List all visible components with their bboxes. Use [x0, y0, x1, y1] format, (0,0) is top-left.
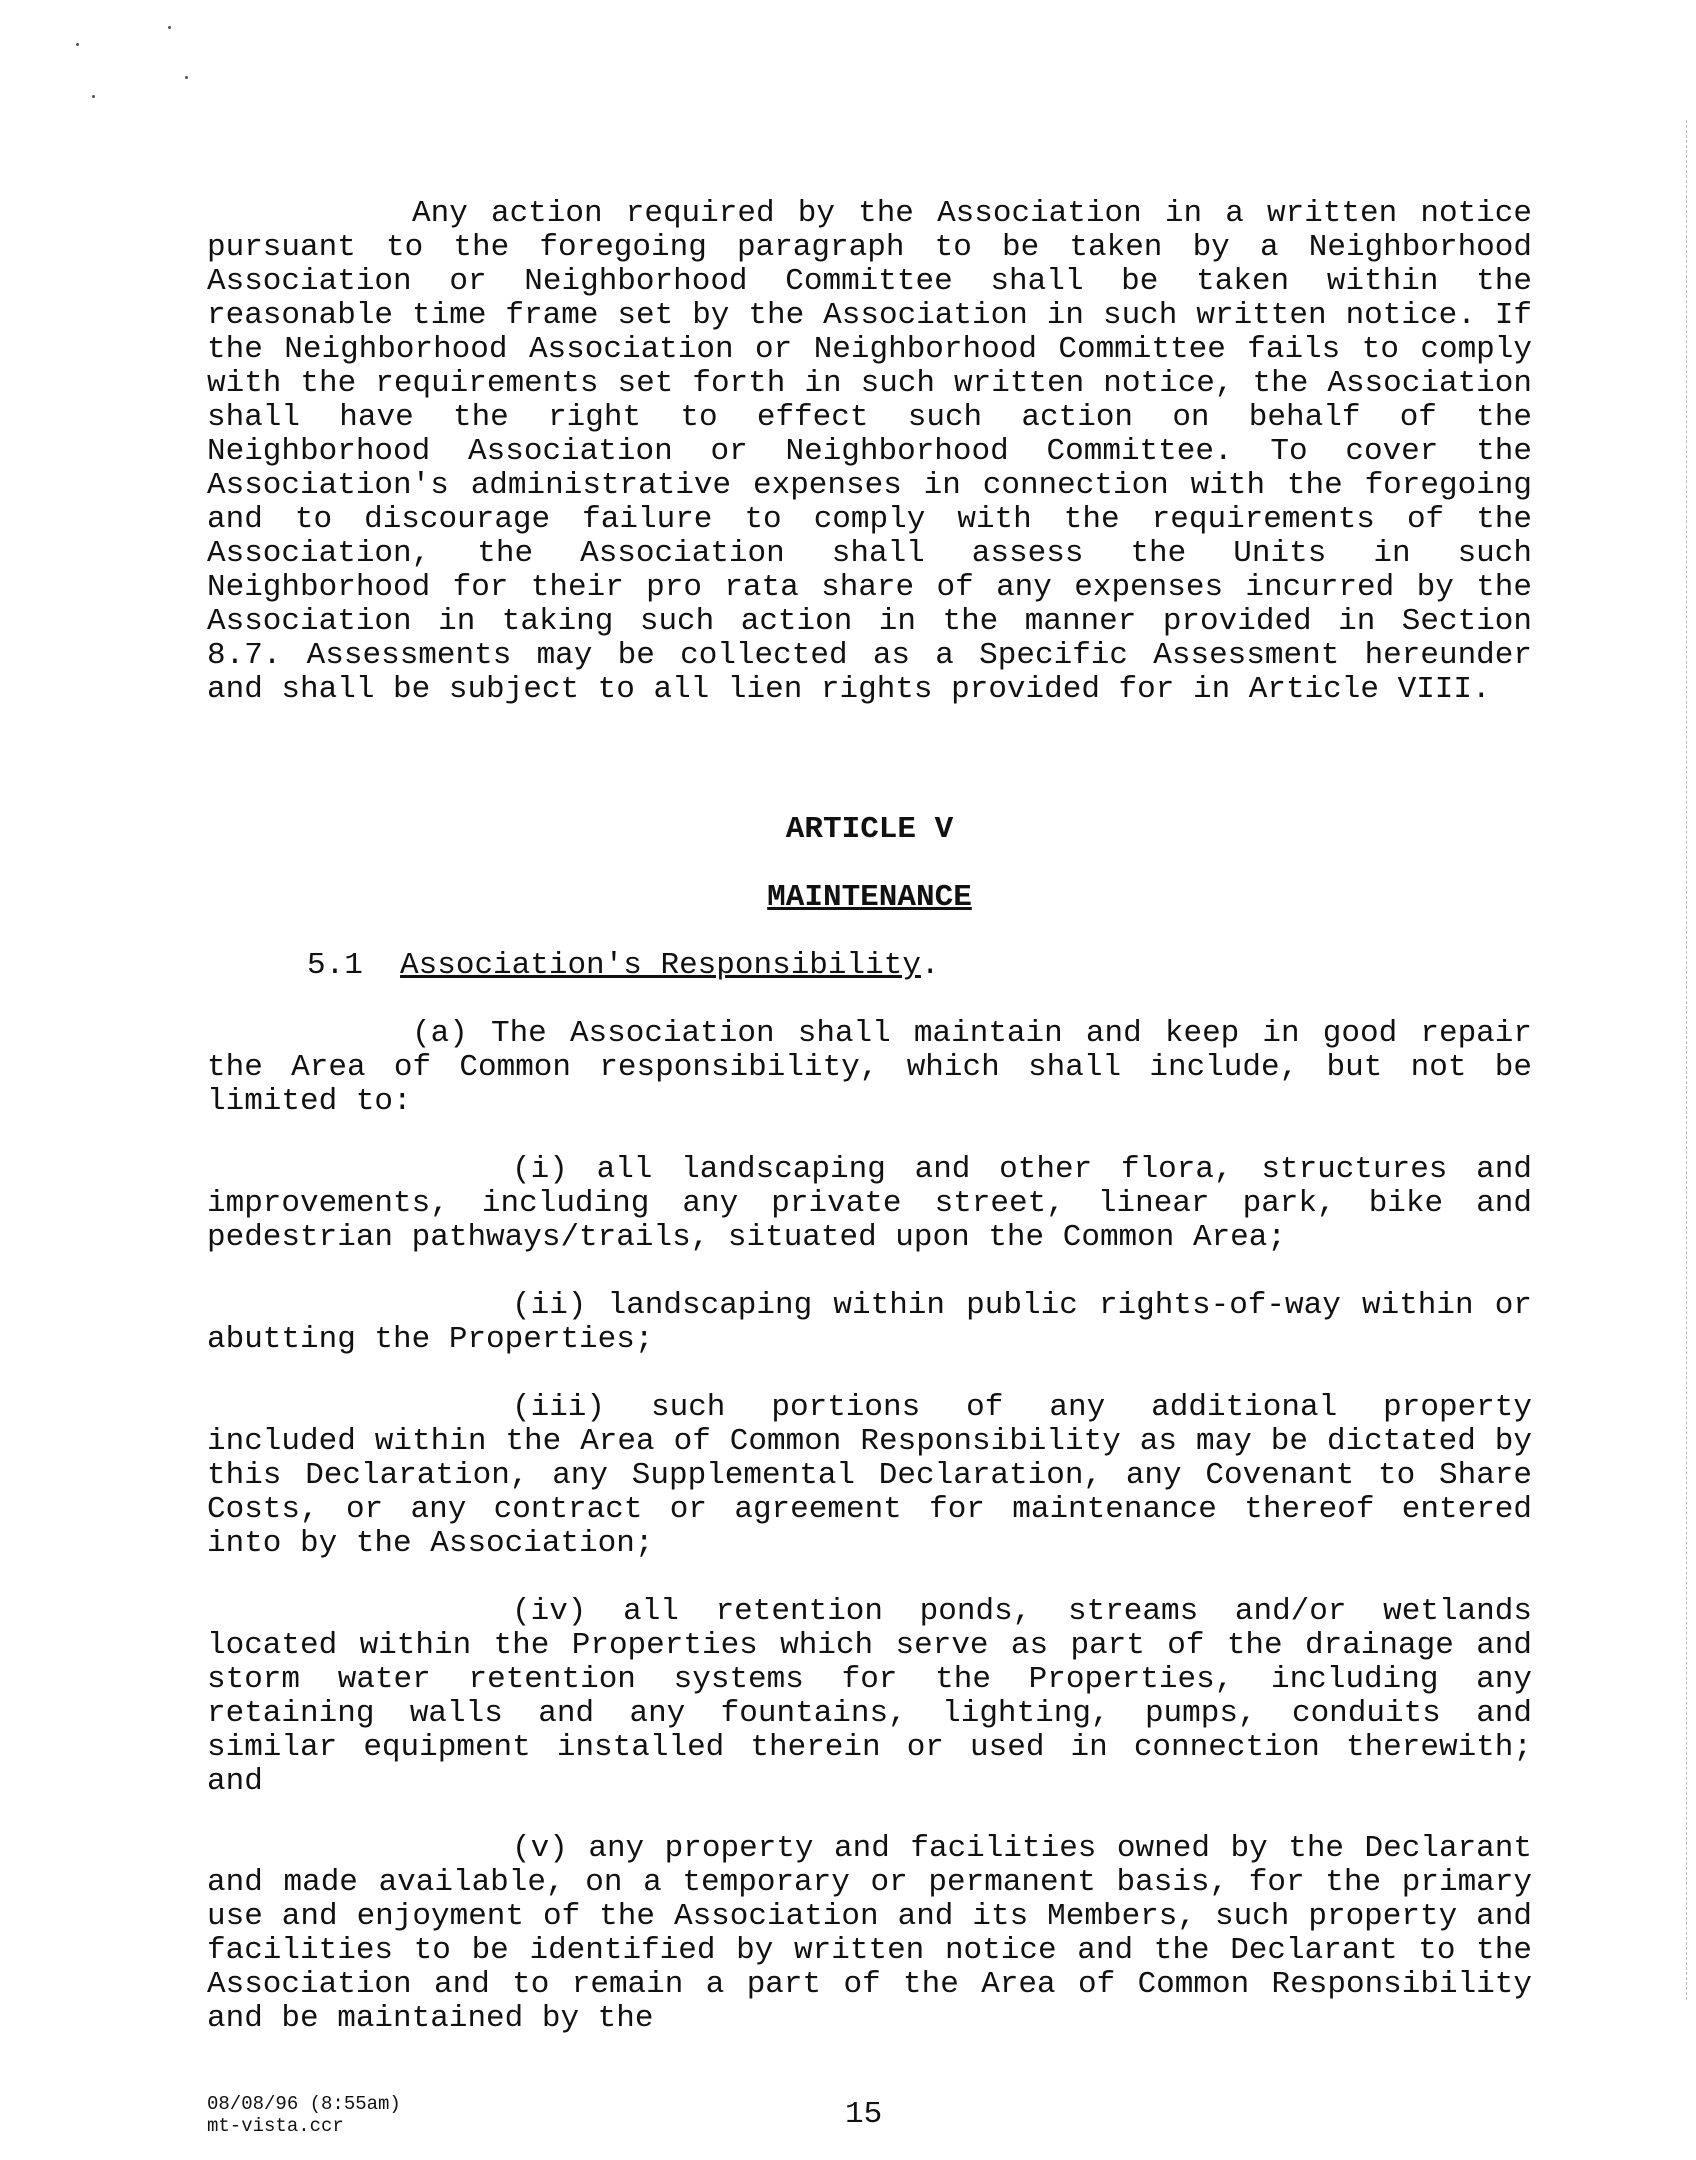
item-iv: (iv) all retention ponds, streams and/or wetlands located within the Properties which serve as part of the drainage and storm water retention systems for the Properties, including any retaining walls and any fountains, lighting, pumps, conduits and similar equipment installed therein or used in connection therewith; and: [207, 1594, 1532, 1799]
item-ii: (ii) landscaping within public rights-of-way within or abutting the Properties;: [207, 1288, 1532, 1357]
item-iii: (iii) such portions of any additional property included within the Area of Common Responsibility as may be dictated by this Declaration, any Supplemental Declaration, any Covenant to Share Costs, or any contract or agreement for maintenance thereof entered into by the Association;: [207, 1390, 1532, 1561]
scan-speck: [168, 26, 171, 29]
section-title-period: .: [920, 948, 940, 983]
scan-speck: [92, 95, 95, 98]
footer-filename: mt-vista.ccr: [207, 2115, 344, 2137]
item-v: (v) any property and facilities owned by the Declarant and made available, on a temporary or permanent basis, for the primary use and enjoyment of the Association and its Members, such property and facilities to be identified by written notice and the Declarant to the Association and to remain a part of the Area of Common Responsibility and be maintained by the: [207, 1831, 1532, 2036]
section-heading: [307, 949, 940, 983]
page-number: 15: [845, 2097, 883, 2132]
scan-edge-line: [1686, 120, 1687, 2000]
intro-paragraph: Any action required by the Association in a written notice pursuant to the foregoing paragraph to be taken by a Neighborhood Association or Neighborhood Committee shall be taken within the reasonable time frame set by the Association in such written notice. If the Neighborhood Association or Neighborhood Committee fails to comply with the requirements set forth in such written notice, the Association shall have the right to effect such action on behalf of the Neighborhood Association or Neighborhood Committee. To cover the Association's administrative expenses in connection with the foregoing and to discourage failure to comply with the requirements of the Association, the Association shall assess the Units in such Neighborhood for their pro rata share of any expenses incurred by the Association in taking such action in the manner provided in Section 8.7. Assessments may be collected as a Specific Assessment hereunder and shall be subject to all lien rights provided for in Article VIII.: [207, 196, 1532, 707]
footer-date: 08/08/96 (8:55am): [207, 2093, 401, 2115]
paragraph-a: (a) The Association shall maintain and keep in good repair the Area of Common responsibility, which shall include, but not be limited to:: [207, 1016, 1532, 1119]
footer-info: [207, 2093, 401, 2137]
item-i: (i) all landscaping and other flora, structures and improvements, including any private street, linear park, bike and pedestrian pathways/trails, situated upon the Common Area;: [207, 1152, 1532, 1255]
section-number: 5.1: [307, 948, 363, 983]
scan-speck: [76, 43, 79, 46]
section-title: Association's Responsibility: [400, 948, 921, 983]
article-subtitle: [207, 881, 1532, 915]
article-title: ARTICLE V: [785, 812, 954, 847]
scan-speck: [185, 76, 188, 79]
article-subtitle-text: MAINTENANCE: [767, 880, 972, 915]
